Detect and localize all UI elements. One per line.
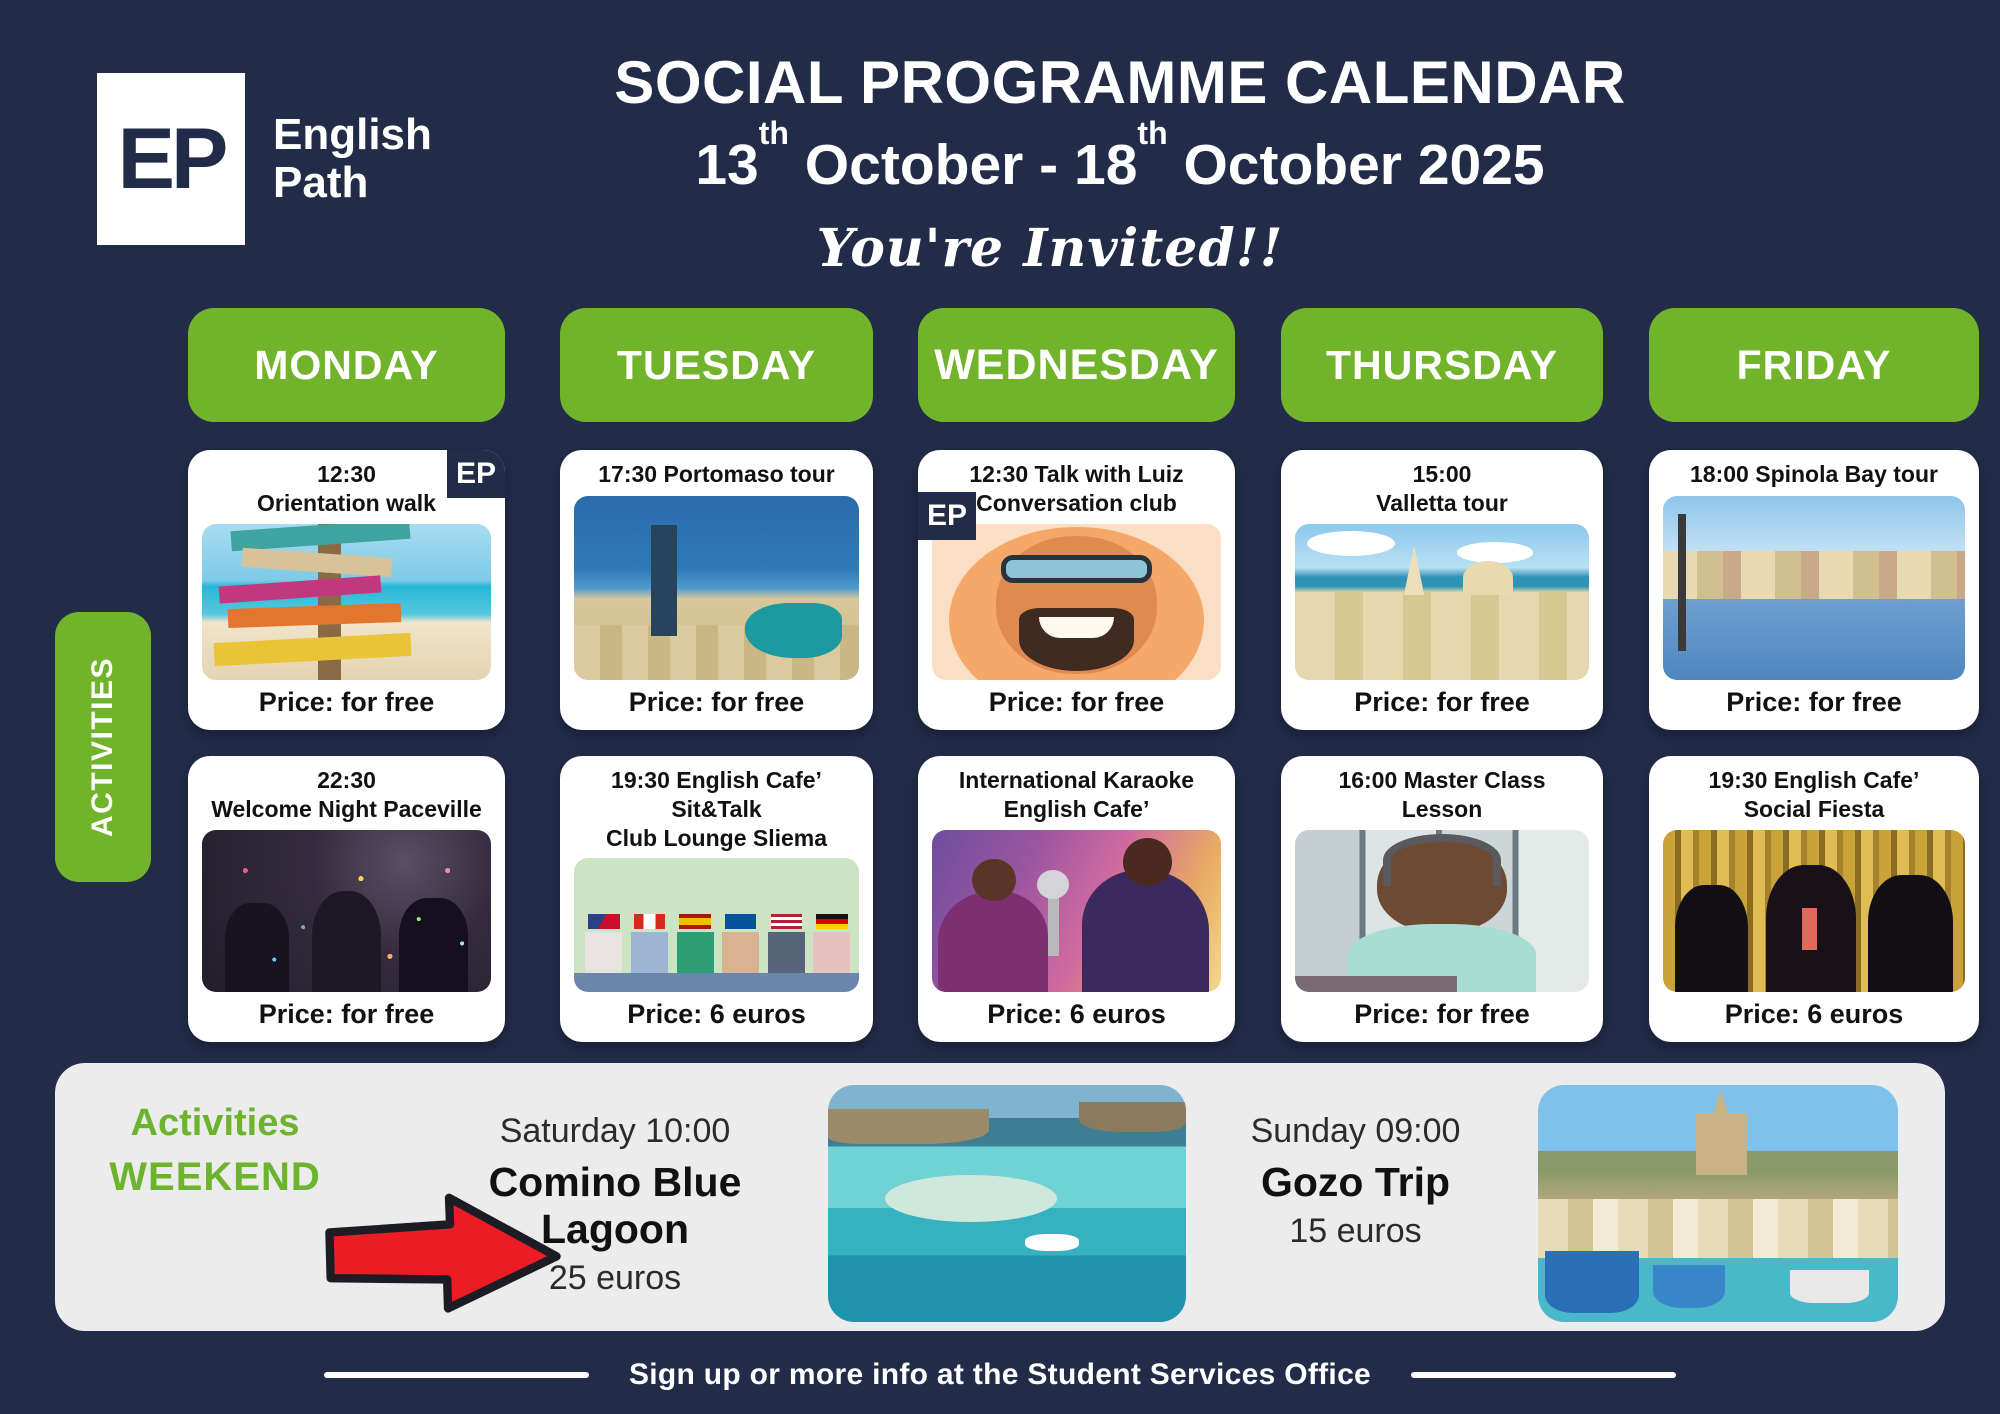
day-header-wednesday: WEDNESDAY	[918, 308, 1235, 422]
activity-time: 16:00 Master Class Lesson	[1338, 767, 1546, 822]
activity-price: Price: for free	[988, 687, 1165, 717]
activity-title	[574, 460, 859, 490]
photo-social-fiesta	[1663, 830, 1965, 993]
date-part: October -	[788, 133, 1074, 197]
photo-luiz-cartoon	[932, 524, 1221, 681]
weekend-label-line1: Activities	[130, 1102, 300, 1144]
ep-logo-text: EP	[117, 110, 225, 207]
brand-line1: English	[273, 110, 432, 160]
activity-time: 19:30 English Cafe’ Sit&Talk	[611, 767, 822, 822]
card-social-fiesta	[1649, 756, 1979, 1042]
activity-price: Price: for free	[258, 687, 435, 717]
activity-time: 12:30 Talk with Luiz	[969, 461, 1184, 487]
activity-price: Price: for free	[1726, 687, 1902, 717]
weekend-sunday-info	[1183, 1112, 1528, 1251]
activity-title	[1663, 766, 1965, 824]
card-valletta-tour	[1281, 450, 1603, 730]
invite-script-text: You're Invited!!	[816, 218, 1284, 279]
photo-karaoke-singers	[932, 830, 1221, 993]
card-welcome-night-paceville	[188, 756, 505, 1042]
activity-title	[574, 766, 859, 852]
card-talk-with-luiz	[918, 450, 1235, 730]
saturday-time: Saturday 10:00	[499, 1112, 731, 1150]
photo-flags-group	[574, 858, 859, 992]
date-part: 13	[695, 133, 759, 197]
date-superscript: th	[758, 115, 789, 151]
activity-time: 17:30 Portomaso tour	[598, 461, 835, 487]
activity-price: Price: 6 euros	[627, 999, 806, 1029]
photo-comino-blue-lagoon	[828, 1085, 1186, 1322]
day-header-friday: FRIDAY	[1649, 308, 1979, 422]
activity-subtitle: Orientation walk	[257, 489, 436, 516]
ep-badge: EP	[918, 492, 976, 540]
activity-title	[1295, 460, 1589, 518]
photo-masterclass-student	[1295, 830, 1589, 993]
card-international-karaoke	[918, 756, 1235, 1042]
photo-paceville-party	[202, 830, 491, 993]
sunday-trip-price: 15 euros	[1289, 1212, 1422, 1250]
footer	[0, 1358, 2000, 1392]
card-orientation-walk	[188, 450, 505, 730]
activity-time: 18:00 Spinola Bay tour	[1690, 461, 1938, 487]
weekend-saturday-info	[415, 1112, 815, 1298]
activity-price: Price: for free	[628, 687, 805, 717]
page-title: SOCIAL PROGRAMME CALENDAR	[614, 49, 1626, 116]
activity-subtitle: Club Lounge Sliema	[605, 824, 828, 851]
day-header-tuesday: TUESDAY	[560, 308, 873, 422]
activity-time: International Karaoke	[958, 767, 1195, 793]
activity-title	[202, 766, 491, 824]
saturday-trip-name: Comino Blue Lagoon	[488, 1159, 742, 1252]
ep-badge: EP	[447, 450, 505, 498]
photo-valletta-skyline	[1295, 524, 1589, 681]
activity-title	[1663, 460, 1965, 490]
sunday-trip-name: Gozo Trip	[1260, 1159, 1451, 1205]
card-english-cafe-sit-and-talk	[560, 756, 873, 1042]
activity-time: 15:00	[1412, 461, 1472, 487]
footer-divider-right	[1411, 1372, 1676, 1378]
activity-subtitle: Valletta tour	[1376, 489, 1508, 516]
footer-divider-left	[324, 1372, 589, 1378]
activity-price: Price: for free	[258, 999, 435, 1029]
activity-time: 22:30	[317, 767, 376, 793]
activity-subtitle: Welcome Night Paceville	[211, 795, 482, 822]
activities-side-label-text: ACTIVITIES	[86, 656, 120, 838]
card-spinola-bay-tour	[1649, 450, 1979, 730]
footer-note: Sign up or more info at the Student Services Office	[628, 1358, 1372, 1391]
activity-title	[932, 766, 1221, 824]
date-part: October 2025	[1167, 133, 1545, 197]
activity-subtitle: English Cafe’	[1003, 795, 1150, 822]
date-part: 18	[1074, 133, 1138, 197]
weekend-label-line2: WEEKEND	[109, 1155, 321, 1199]
activity-subtitle: Conversation club	[976, 489, 1177, 516]
activity-subtitle: Social Fiesta	[1743, 795, 1885, 822]
saturday-trip-price: 25 euros	[548, 1259, 682, 1297]
activity-time: 19:30 English Cafe’	[1708, 767, 1920, 793]
activity-price: Price: 6 euros	[1724, 999, 1904, 1029]
card-master-class-lesson	[1281, 756, 1603, 1042]
activity-title	[1295, 766, 1589, 824]
photo-spinola-bay	[1663, 496, 1965, 680]
activity-price: Price: for free	[1354, 999, 1530, 1029]
card-portomaso-tour	[560, 450, 873, 730]
activity-price: Price: 6 euros	[987, 999, 1166, 1029]
photo-gozo-harbour	[1538, 1085, 1898, 1322]
day-header-monday: MONDAY	[188, 308, 505, 422]
activity-time: 12:30	[317, 461, 376, 487]
brand-line2: Path	[273, 158, 369, 207]
date-range	[250, 115, 1990, 198]
sunday-time: Sunday 09:00	[1250, 1112, 1461, 1150]
photo-beach-signposts	[202, 524, 491, 681]
day-header-thursday: THURSDAY	[1281, 308, 1603, 422]
activities-side-label	[55, 612, 151, 882]
photo-portomaso-aerial	[574, 496, 859, 680]
date-superscript: th	[1137, 115, 1168, 151]
activity-price: Price: for free	[1354, 687, 1530, 717]
